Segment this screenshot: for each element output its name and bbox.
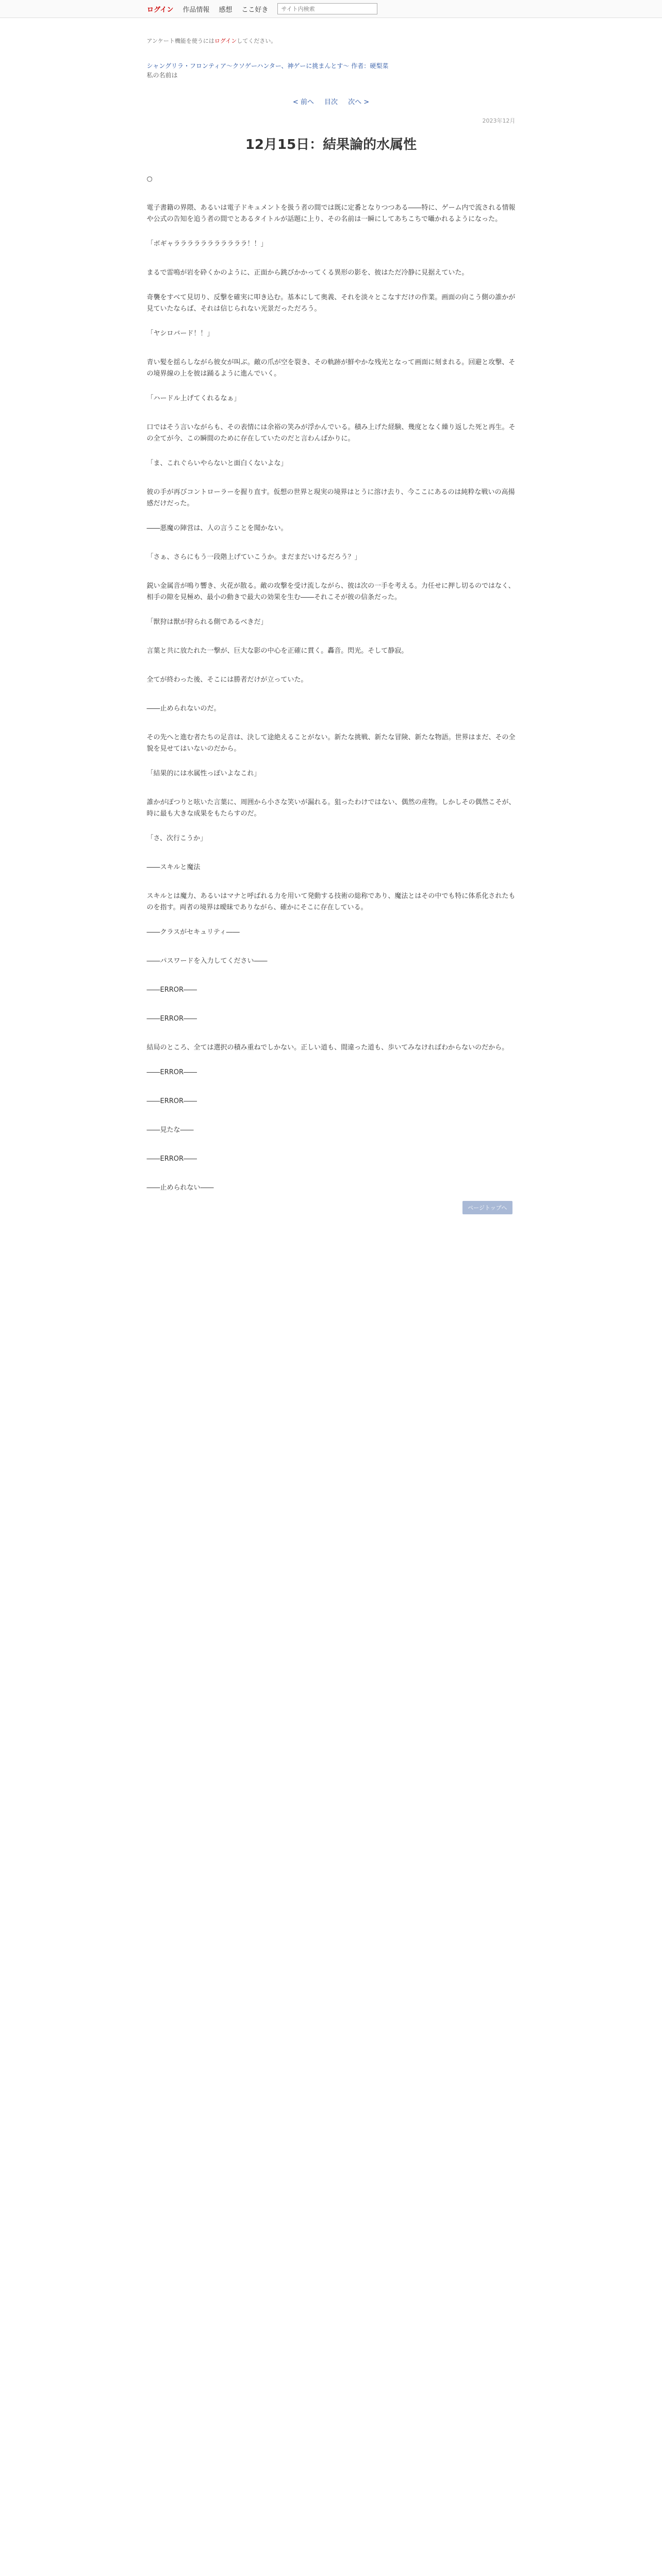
paragraph: ――止められない―― [146,1184,214,1192]
chapter-pager [147,96,516,106]
paragraph: ――ERROR―― [146,986,197,994]
paragraph: ――ERROR―― [146,1015,197,1023]
paragraph: 言葉と共に放たれた一撃が、巨大な影の中心を正確に貫く。轟音。閃光。そして静寂。 [146,647,408,655]
chapter-body [147,174,516,1194]
paragraph: スキルとは魔力、あるいはマナと呼ばれる力を用いて発動する技術の総称であり、魔法とはその中でも特に体系化されたものを指す。両者の境界は曖昧でありながら、確かにそこに存在している。 [146,892,516,911]
novel-subtitle: 私の名前は [146,72,178,79]
paragraph: ――見たな―― [146,1126,194,1134]
paragraph: 「ま、これぐらいやらないと面白くないよな」 [146,460,288,467]
paragraph: 「ヤシロバード！！」 [146,330,214,337]
toc-link[interactable]: 目次 [324,98,338,106]
novel-title-link[interactable]: シャングリラ・フロンティア〜クソゲーハンター、神ゲーに挑まんとす〜 [146,62,350,70]
paragraph: 口ではそう言いながらも、その表情には余裕の笑みが浮かんでいる。積み上げた経験、幾度となく繰り返した死と再生。その全てが今、この瞬間のために存在していたのだと言わんばかりに。 [146,423,516,443]
paragraph: ――パスワードを入力してください―― [146,957,268,965]
top-bar [0,0,662,18]
survey-notice [147,37,516,45]
paragraph: ――ERROR―― [146,1069,197,1076]
page-top-button[interactable]: ページトップへ [462,1201,512,1214]
paragraph: 「さぁ、さらにもう一段階上げていこうか。まだまだいけるだろう？」 [146,553,361,561]
main-container [146,37,516,1211]
paragraph: 「さ、次行こうか」 [146,835,207,842]
paragraph: 「獣狩は獣が狩られる側であるべきだ」 [146,618,268,626]
paragraph: 電子書籍の界隈、あるいは電子ドキュメントを扱う者の間では既に定番となりつつある――特に、ゲーム内で流される情報や公式の告知を追う者の間でとあるタイトルが話題に上り、その名前は一瞬にしてあちこちで囁かれるようになった。 [146,204,516,223]
paragraph: まるで雷鳴が岩を砕くかのように、正面から跳びかかってくる異形の影を、彼はただ冷静に見据えていた。 [146,269,469,277]
paragraph: ――ERROR―― [146,1097,197,1105]
paragraph: ――クラスがセキュリティ―― [146,928,240,936]
notice-suffix: してください。 [237,38,277,44]
paragraph: 青い髪を揺らしながら彼女が叫ぶ。敵の爪が空を裂き、その軌跡が鮮やかな残光となって画面に刻まれる。回避と攻撃、その境界線の上を彼は踊るように進んでいく。 [146,359,516,378]
paragraph: ○ [146,175,153,183]
paragraph: ――悪魔の陣営は、人の言うことを聞かない。 [146,524,288,532]
paragraph: 「ハードル上げてくれるなぁ」 [146,395,241,402]
notice-prefix: アンケート機能を使うには [146,38,214,44]
paragraph: 鋭い金属音が鳴り響き、火花が散る。敵の攻撃を受け流しながら、彼は次の一手を考える。力任せに押し切るのではなく、相手の隙を見極め、最小の動きで最大の効果を生む――それこそが彼の信条だった。 [146,582,515,601]
paragraph: 誰かがぽつりと呟いた言葉に、周囲から小さな笑いが漏れる。狙ったわけではない、偶然の産物。しかしその偶然こそが、時に最も大きな成果をもたらすのだ。 [146,799,516,818]
paragraph: 全てが終わった後、そこには勝者だけが立っていた。 [146,676,308,684]
nav-item-reviews[interactable]: 感想 [219,6,233,14]
next-link[interactable]: 次へ > [348,98,370,106]
paragraph: 奇襲をすべて見切り、反撃を確実に叩き込む。基本にして奥義、それを淡々とこなすだけの作業。画面の向こう側の誰かが見ていたならば、それは信じられない光景だっただろう。 [146,294,516,313]
prev-link[interactable]: < 前へ [292,98,314,106]
paragraph: ――ERROR―― [146,1155,197,1163]
paragraph: 「結果的には水属性っぽいよなこれ」 [146,770,261,777]
login-link[interactable]: ログイン [147,6,174,14]
paragraph: ――止められないのだ。 [146,705,221,713]
paragraph: 彼の手が再びコントローラーを握り直す。仮想の世界と現実の境界はとうに溶け去り、今ここにあるのは純粋な戦いの高揚感だけだった。 [146,488,515,507]
paragraph: 結局のところ、全ては選択の積み重ねでしかない。正しい道も、間違った道も、歩いてみなければわからないのだから。 [146,1044,509,1052]
nav-item-info[interactable]: 作品情報 [183,6,210,14]
paragraph: 「ボギャラララララララララララ！！」 [146,240,268,248]
chapter-title: 12月15日：結果論的水属性 [245,137,417,152]
notice-login-link[interactable]: ログイン [214,38,237,44]
nav-item-likes[interactable]: ここ好き [241,6,269,14]
novel-header [147,61,516,80]
novel-author[interactable]: 作者：硬梨菜 [351,62,389,70]
post-date: 2023年12月 [482,117,516,124]
search-input[interactable] [277,3,377,14]
paragraph: ――スキルと魔法 [146,863,201,871]
paragraph: その先へと進む者たちの足音は、決して途絶えることがない。新たな挑戦、新たな冒険、新たな物語。世界はまだ、その全貌を見せてはいないのだから。 [146,734,516,753]
